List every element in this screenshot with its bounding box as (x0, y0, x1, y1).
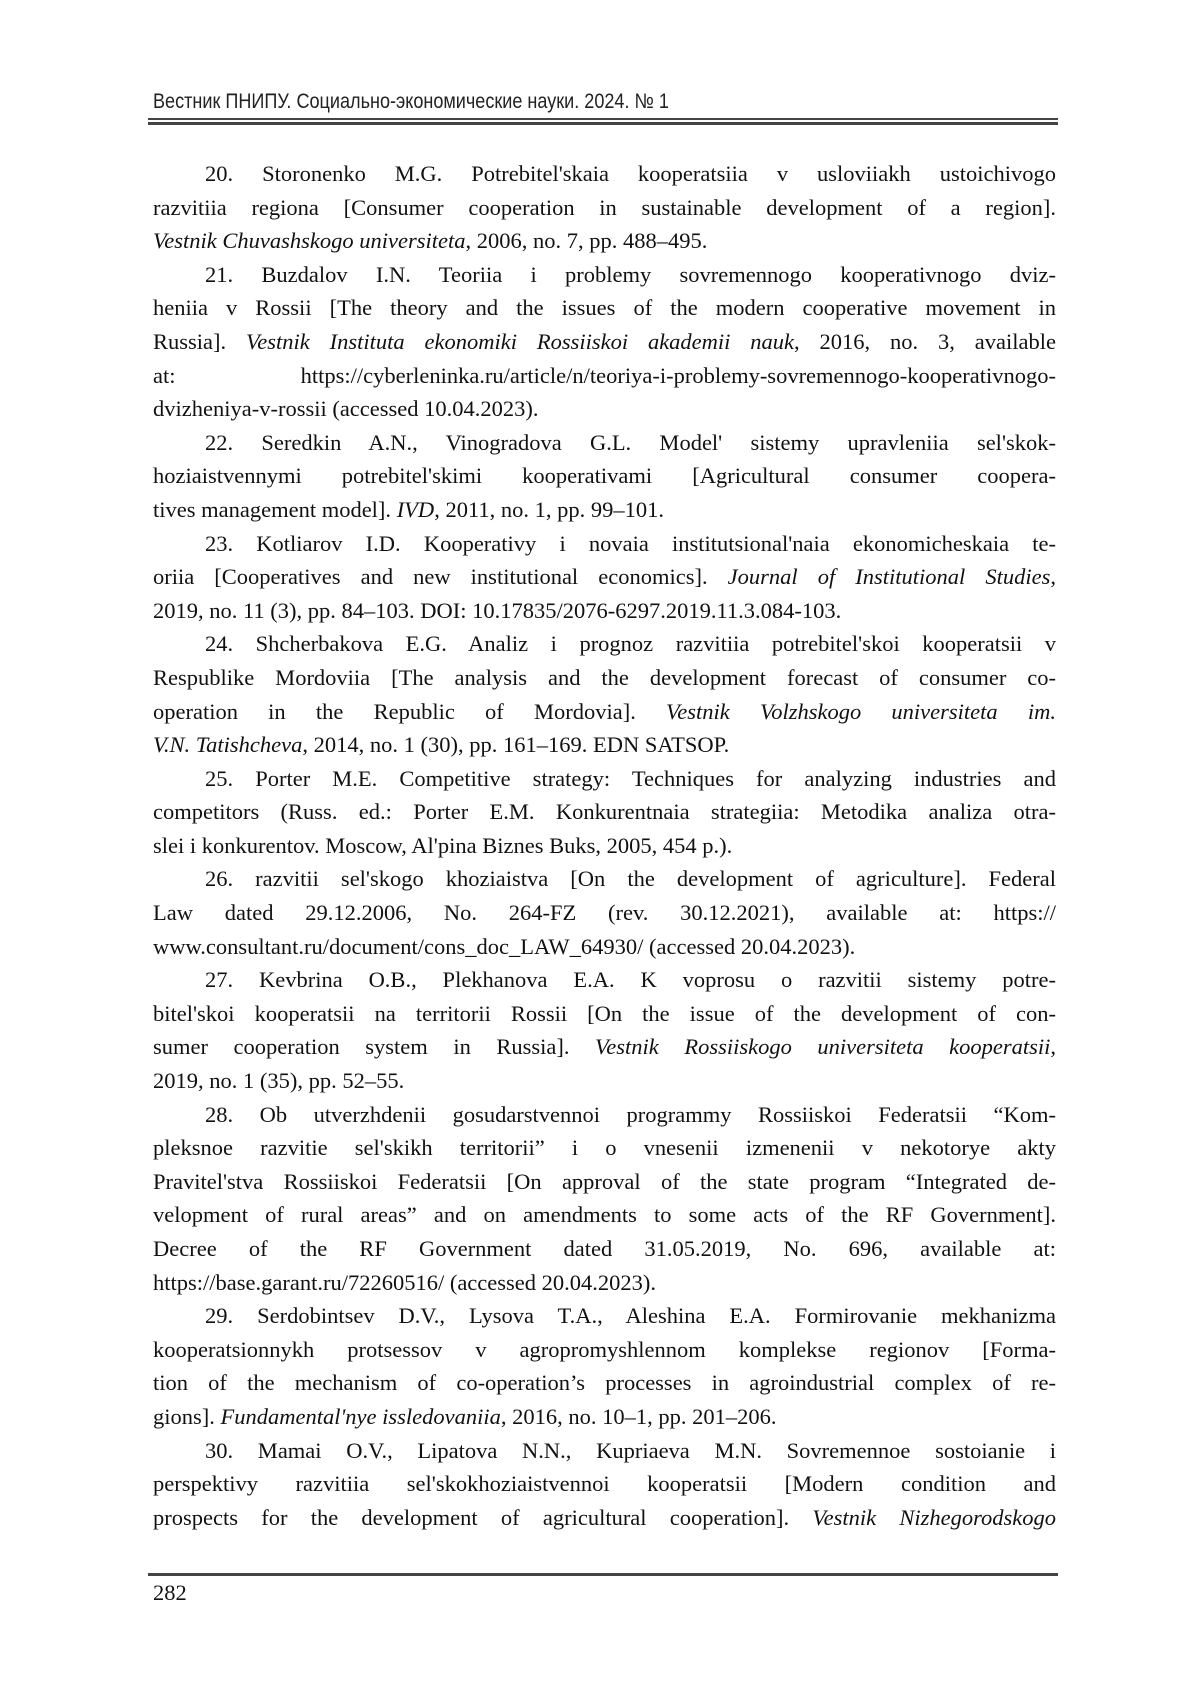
reference-entry (153, 627, 1056, 761)
reference-line (153, 1030, 1056, 1064)
reference-list (153, 157, 1056, 1534)
reference-text: 24. Shcherbakova E.G. Analiz i prognoz razvitiia potrebitel'skoi kooperatsii v (205, 631, 1056, 656)
reference-line (153, 157, 1056, 191)
journal-title: IVD (397, 497, 435, 522)
reference-line (153, 594, 1056, 628)
reference-text: 27. Kevbrina O.B., Plekhanova E.A. K voprosu o razvitii sistemy potre- (205, 967, 1056, 992)
reference-text: 21. Buzdalov I.N. Teoriia i problemy sovremennogo kooperativnogo dviz- (205, 262, 1056, 287)
journal-title: Vestnik Volzhskogo universiteta im. (666, 699, 1056, 724)
reference-line (153, 661, 1056, 695)
reference-text: , (1050, 564, 1056, 589)
reference-text: , (1050, 1034, 1056, 1059)
reference-text: 30. Mamai O.V., Lipatova N.N., Kupriaeva M.N. Sovremennoe sostoianie i (205, 1438, 1056, 1463)
reference-text: heniia v Rossii [The theory and the issues of the modern cooperative movement in (153, 295, 1056, 320)
reference-text: hoziaistvennymi potrebitel'skimi kooperativami [Agricultural consumer coopera- (153, 463, 1056, 488)
reference-text: www.consultant.ru/document/cons_doc_LAW_64930/ (accessed 20.04.2023). (153, 934, 855, 959)
reference-text: Pravitel'stva Rossiiskoi Federatsii [On approval of the state program “Integrated de- (153, 1169, 1056, 1194)
reference-line (153, 930, 1056, 964)
reference-line (153, 795, 1056, 829)
reference-line (153, 1299, 1056, 1333)
reference-text: , 2011, no. 1, pp. 99–101. (434, 497, 664, 522)
journal-title: Vestnik Nizhegorodskogo (812, 1505, 1056, 1530)
reference-entry (153, 862, 1056, 963)
reference-line (153, 1467, 1056, 1501)
reference-line (153, 627, 1056, 661)
reference-line (153, 1165, 1056, 1199)
running-title: Вестник ПНИПУ. Социально-экономические науки. 2024. № 1 (153, 90, 669, 114)
reference-text: Law dated 29.12.2006, No. 264-FZ (rev. 30.12.2021), available at: https:// (153, 900, 1056, 925)
reference-line (153, 1232, 1056, 1266)
reference-text: Russia]. (153, 329, 246, 354)
reference-text: tion of the mechanism of co-operation’s processes in agroindustrial complex of re- (153, 1370, 1056, 1395)
reference-text: sumer cooperation system in Russia]. (153, 1034, 595, 1059)
reference-text: 22. Seredkin A.N., Vinogradova G.L. Model' sistemy upravleniia sel'skok- (205, 430, 1056, 455)
reference-text: , 2006, no. 7, pp. 488–495. (465, 228, 707, 253)
reference-text: competitors (Russ. ed.: Porter E.M. Konkurentnaia strategiia: Metodika analiza otra- (153, 799, 1056, 824)
reference-text: 28. Ob utverzhdenii gosudarstvennoi programmy Rossiiskoi Federatsii “Kom- (205, 1102, 1056, 1127)
reference-text: velopment of rural areas” and on amendments to some acts of the RF Government]. (153, 1202, 1056, 1227)
reference-line (153, 1266, 1056, 1300)
reference-line (153, 1098, 1056, 1132)
reference-entry (153, 1098, 1056, 1300)
reference-entry (153, 157, 1056, 258)
reference-line (153, 997, 1056, 1031)
journal-title: V.N. Tatishcheva (153, 732, 302, 757)
reference-text: slei i konkurentov. Moscow, Al'pina Biznes Buks, 2005, 454 p.). (153, 833, 732, 858)
header-double-rule (148, 118, 1058, 125)
reference-text: perspektivy razvitiia sel'skokhoziaistvennoi kooperatsii [Modern condition and (153, 1471, 1056, 1496)
reference-line (153, 1131, 1056, 1165)
reference-entry (153, 963, 1056, 1097)
journal-title: Vestnik Chuvashskogo universiteta (153, 228, 465, 253)
reference-text: razvitiia regiona [Consumer cooperation in sustainable development of a region]. (153, 195, 1056, 220)
reference-entry (153, 258, 1056, 426)
reference-line (153, 1064, 1056, 1098)
reference-text: 29. Serdobintsev D.V., Lysova T.A., Aleshina E.A. Formirovanie mekhanizma (205, 1303, 1056, 1328)
reference-line (153, 862, 1056, 896)
journal-title: Fundamental'nye issledovaniia (221, 1404, 501, 1429)
journal-title: Vestnik Rossiiskogo universiteta kooperatsii (595, 1034, 1050, 1059)
reference-text: 26. razvitii sel'skogo khoziaistva [On the development of agriculture]. Federal (205, 866, 1056, 891)
reference-line (153, 963, 1056, 997)
reference-line (153, 527, 1056, 561)
reference-text: dvizheniya-v-rossii (accessed 10.04.2023). (153, 396, 539, 421)
reference-line (153, 258, 1056, 292)
reference-text: https://base.garant.ru/72260516/ (accessed 20.04.2023). (153, 1270, 656, 1295)
reference-entry (153, 1434, 1056, 1535)
reference-line (153, 1400, 1056, 1434)
reference-text: 20. Storonenko M.G. Potrebitel'skaia kooperatsiia v usloviiakh ustoichivogo (205, 161, 1056, 186)
reference-text: tives management model]. (153, 497, 397, 522)
reference-line (153, 224, 1056, 258)
reference-text: 2019, no. 1 (35), pp. 52–55. (153, 1068, 404, 1093)
reference-text: , 2016, no. 3, available (794, 329, 1056, 354)
journal-title: Vestnik Instituta ekonomiki Rossiiskoi akademii nauk (246, 329, 794, 354)
reference-text: 23. Kotliarov I.D. Kooperativy i novaia institutsional'naia ekonomicheskaia te- (205, 531, 1056, 556)
reference-text: Decree of the RF Government dated 31.05.2019, No. 696, available at: (153, 1236, 1056, 1261)
reference-entry (153, 762, 1056, 863)
reference-line (153, 325, 1056, 359)
reference-line (153, 459, 1056, 493)
reference-line (153, 1501, 1056, 1535)
reference-entry (153, 1299, 1056, 1433)
reference-line (153, 896, 1056, 930)
reference-text: at: https://cyberleninka.ru/article/n/teoriya-i-problemy-sovremennogo-kooperativnogo- (153, 363, 1056, 388)
reference-line (153, 560, 1056, 594)
reference-line (153, 762, 1056, 796)
reference-text: bitel'skoi kooperatsii na territorii Rossii [On the issue of the development of con- (153, 1001, 1056, 1026)
reference-text: pleksnoe razvitie sel'skikh territorii” i o vnesenii izmenenii v nekotorye akty (153, 1135, 1056, 1160)
reference-text: prospects for the development of agricultural cooperation]. (153, 1505, 812, 1530)
reference-entry (153, 426, 1056, 527)
reference-line (153, 359, 1056, 393)
reference-line (153, 493, 1056, 527)
reference-text: 25. Porter M.E. Competitive strategy: Techniques for analyzing industries and (205, 766, 1056, 791)
reference-text: Respublike Mordoviia [The analysis and the development forecast of consumer co- (153, 665, 1056, 690)
reference-entry (153, 527, 1056, 628)
page-number: 282 (153, 1580, 187, 1606)
reference-line (153, 291, 1056, 325)
reference-line (153, 695, 1056, 729)
journal-title: Journal of Institutional Studies (728, 564, 1051, 589)
reference-text: kooperatsionnykh protsessov v agropromyshlennom komplekse regionov [Forma- (153, 1337, 1056, 1362)
reference-line (153, 1434, 1056, 1468)
reference-text: , 2014, no. 1 (30), pp. 161–169. EDN SATSOP. (302, 732, 729, 757)
reference-text: , 2016, no. 10–1, pp. 201–206. (501, 1404, 777, 1429)
reference-line (153, 1198, 1056, 1232)
reference-line (153, 1333, 1056, 1367)
reference-line (153, 392, 1056, 426)
reference-line (153, 1366, 1056, 1400)
reference-line (153, 426, 1056, 460)
footer-rule (148, 1573, 1058, 1576)
reference-text: 2019, no. 11 (3), pp. 84–103. DOI: 10.17835/2076-6297.2019.11.3.084-103. (153, 598, 841, 623)
reference-text: operation in the Republic of Mordovia]. (153, 699, 666, 724)
reference-line (153, 829, 1056, 863)
reference-text: oriia [Cooperatives and new institutional economics]. (153, 564, 728, 589)
reference-line (153, 191, 1056, 225)
reference-text: gions]. (153, 1404, 221, 1429)
reference-line (153, 728, 1056, 762)
